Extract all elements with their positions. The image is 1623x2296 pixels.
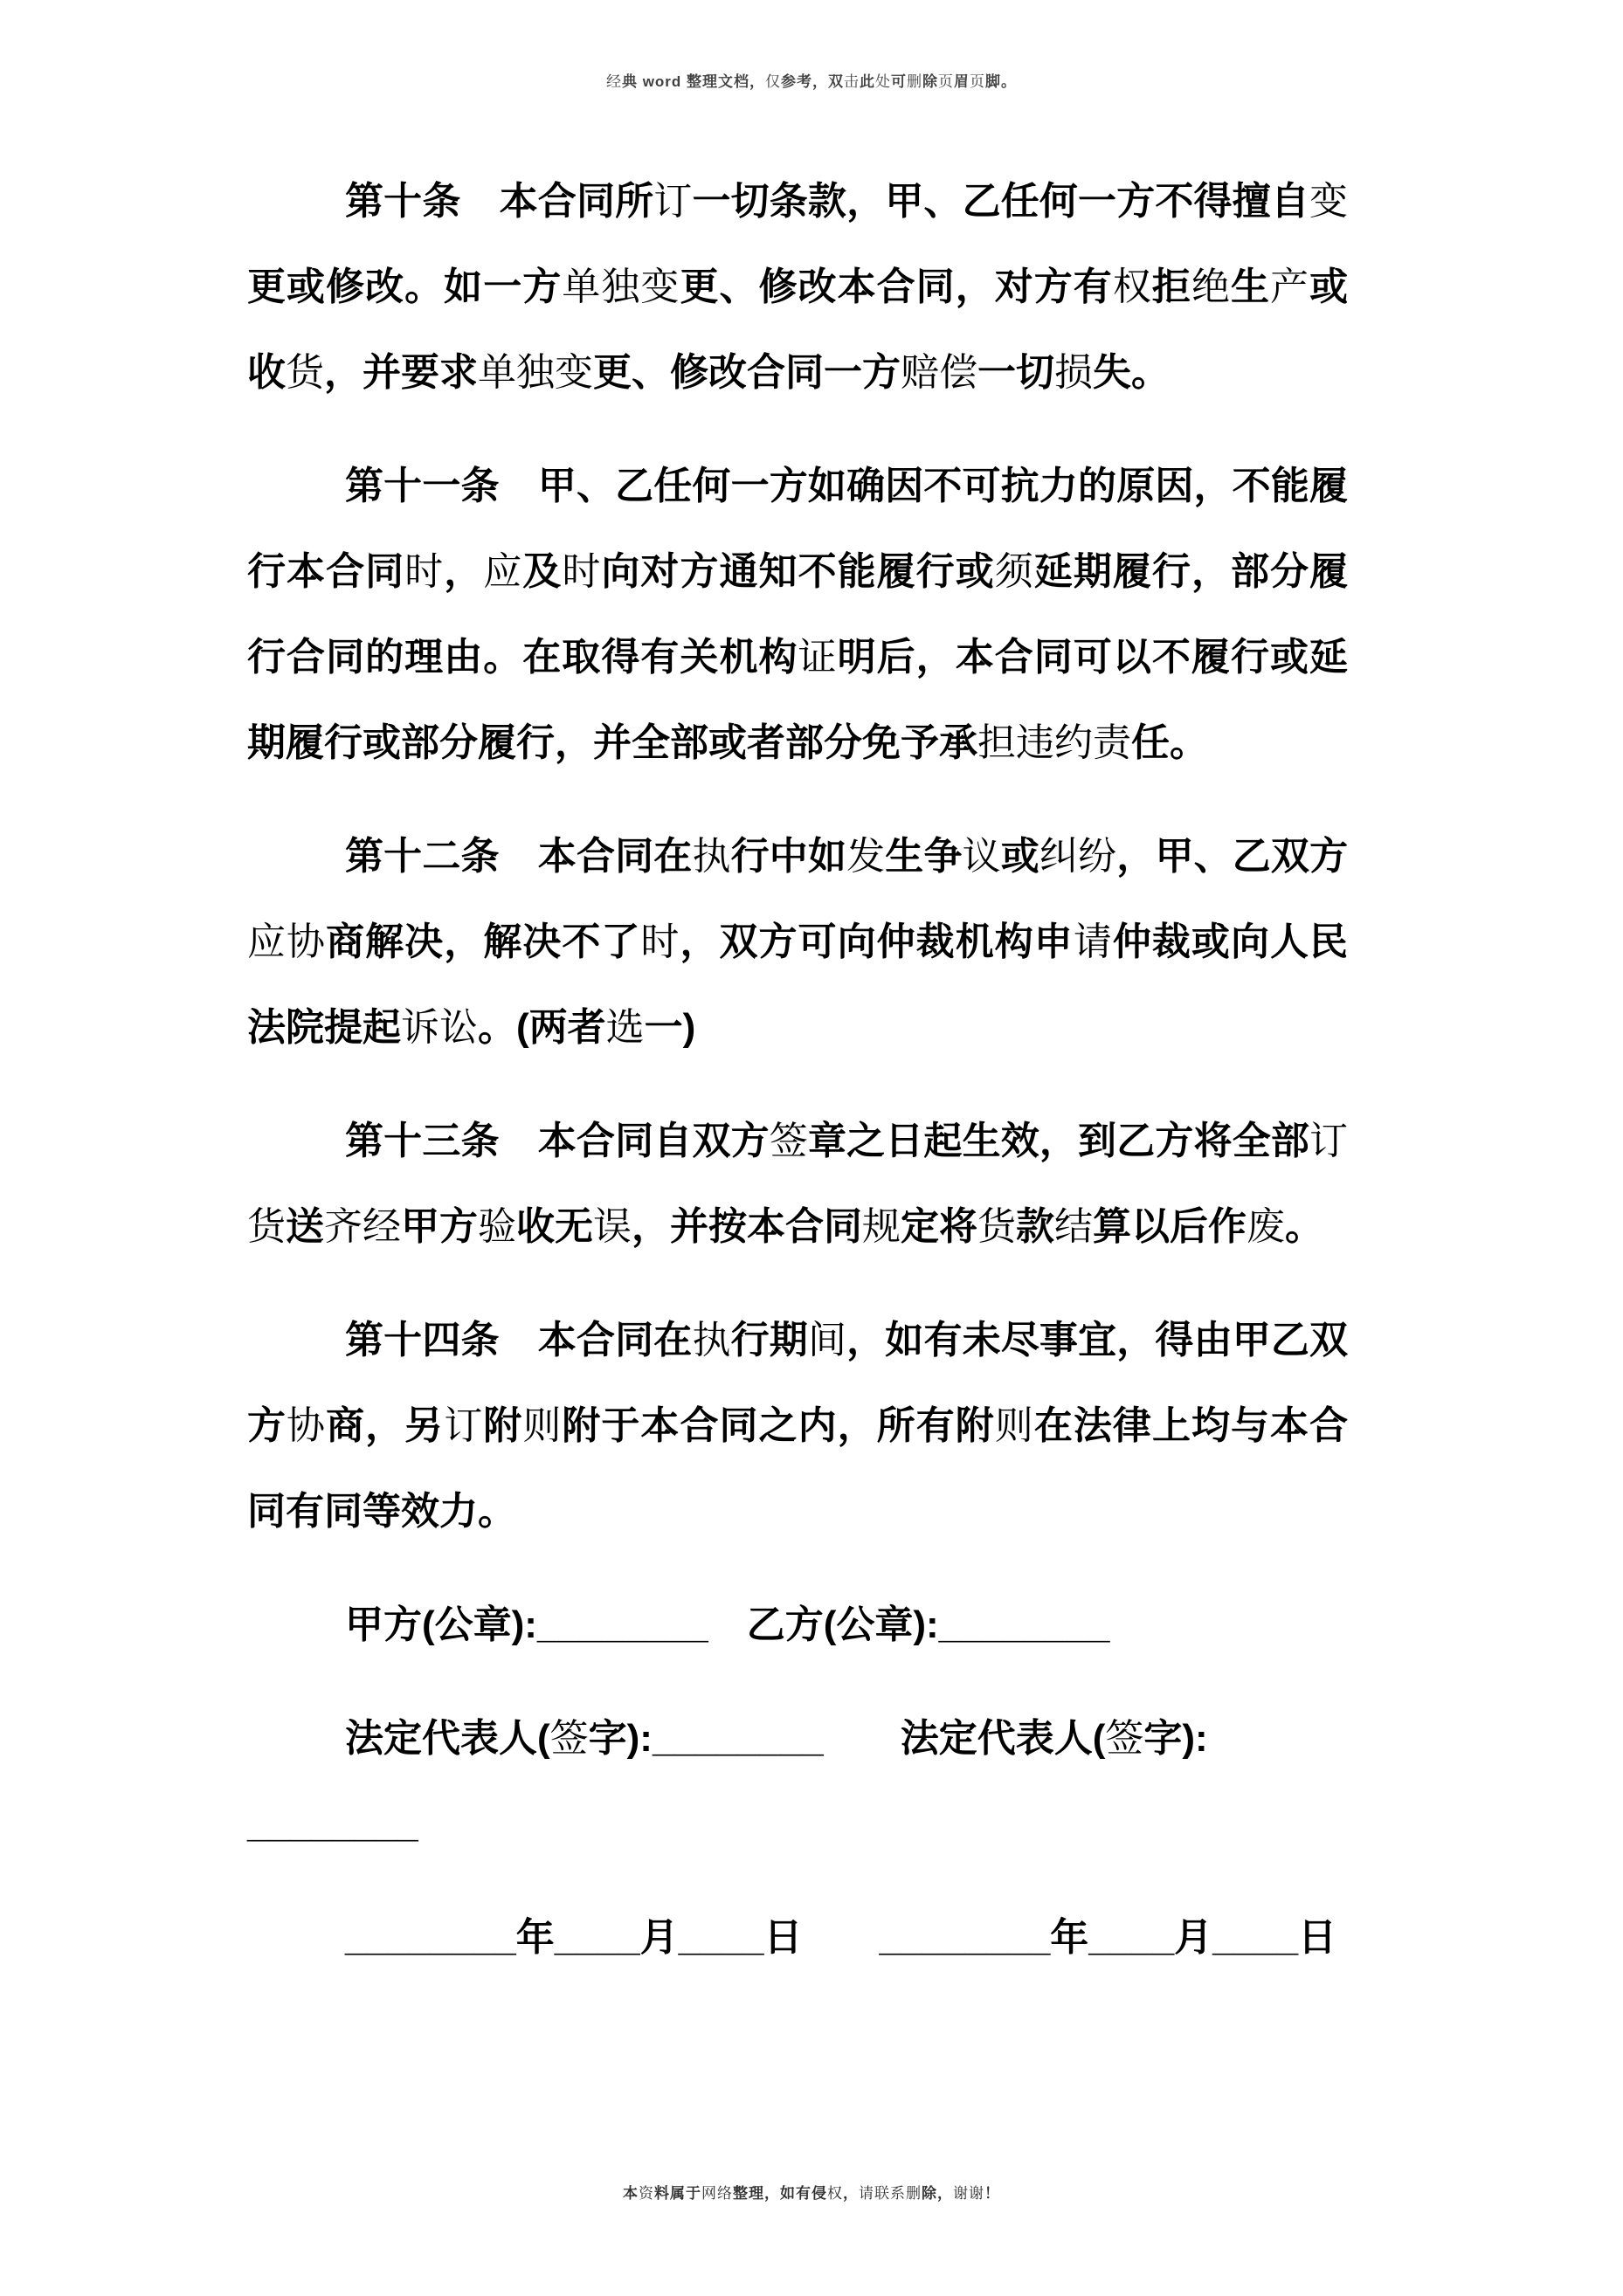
date-signature-line: ________年____月____日 ________年____月____日 (345, 1916, 1337, 1959)
clause-11-paragraph: 第十一条 甲、乙任何一方如确因不可抗力的原因，不能履行本合同时，应及时向对方通知不能履行或须延期履行，部分履行合同的理由。在取得有关机构证明后，本合同可以不履行或延期履行或部分履行，并全部或者部分免予承担违约责任。 (247, 465, 1349, 764)
page-footer-note: 本资料属于网络整理，如有侵权，请联系删除，谢谢！ (623, 2185, 1000, 2202)
representative-signature-line: 法定代表人(签字):________ 法定代表人(签字): (345, 1717, 1208, 1760)
party-seal-signature-line: 甲方(公章):________ 乙方(公章):________ (345, 1603, 1110, 1646)
clause-10-paragraph: 第十条 本合同所订一切条款，甲、乙任何一方不得擅自变更或修改。如一方单独变更、修改本合同，对方有权拒绝生产或收货，并要求单独变更、修改合同一方赔偿一切损失。 (247, 180, 1349, 394)
clause-13-paragraph: 第十三条 本合同自双方签章之日起生效，到乙方将全部订货送齐经甲方验收无误，并按本合同规定将货款结算以后作废。 (247, 1120, 1349, 1248)
page-header-note: 经典 word 整理文档，仅参考，双击此处可删除页眉页脚。 (605, 73, 1018, 90)
clause-12-paragraph: 第十二条 本合同在执行中如发生争议或纠纷，甲、乙双方应协商解决，解决不了时，双方可向仲裁机构申请仲裁或向人民法院提起诉讼。(两者选一) (247, 835, 1349, 1049)
contract-body (247, 159, 1348, 2009)
representative-signature-continuation: ________ (247, 1803, 418, 1845)
clause-14-paragraph: 第十四条 本合同在执行期间，如有未尽事宜，得由甲乙双方协商，另订附则附于本合同之内，所有附则在法律上均与本合同有同等效力。 (247, 1319, 1349, 1533)
